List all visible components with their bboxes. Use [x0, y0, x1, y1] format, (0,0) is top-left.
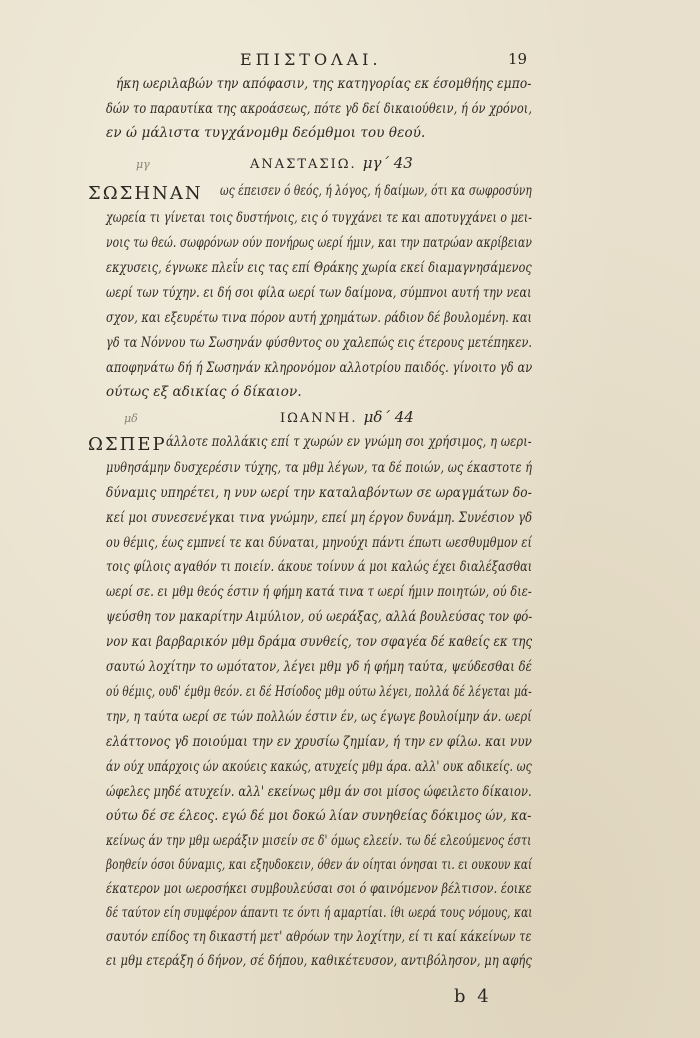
- text-line: σαυτόν επίδος τη δικαστή μετ' αθρόων την λοχίτην, εί τι καί κάκείνων τε: [106, 929, 532, 945]
- text-line: ελάττονος γδ ποιούμαι την εν χρυσίω ζημίαν, ή την εν φίλω. και νυν: [106, 734, 533, 750]
- text-line: γδ τα Νόννου τω Σωσηνάν φύσθντος ου χαλεπώς εις έτερους μετέπηκεν.: [106, 335, 533, 351]
- text-line: ούτως εξ αδικίας ό δίκαιον.: [106, 384, 302, 400]
- text-line: βοηθείν όσοι δύναμις, και εξηυδοκειν, όθεν άν οίηται όνησαι τι. ει ουκουν καί: [106, 857, 533, 873]
- text-line: ει μθμ ετεράξη ό δήνον, σέ δήπου, καθικέτευσον, αντιβόλησον, μη αφής: [106, 953, 532, 969]
- text-line: ούτω δέ σε έλεος. εγώ δέ μοι δοκώ λίαν συνηθείας δόκιμος ών, κα-: [106, 808, 532, 824]
- margin-note: μδ: [124, 412, 138, 425]
- running-head: ΕΠΙΣΤΟΛΑΙ.: [240, 50, 382, 69]
- text-line: νοις τω θεώ. σωφρόνων ούν πονήρως ωερί ήμιν, και την πατρώαν ακρίβειαν: [106, 235, 532, 251]
- letter-addressee: ΑΝΑΣΤΑΣΙΩ.: [250, 157, 357, 172]
- text-line: ως έπεισεν ό θεός, ή λόγος, ή δαίμων, ότι κα σωφροσύνη: [220, 183, 532, 199]
- text-line: χωρεία τι γίνεται τοις δυστήνοις, εις ό τυγχάνει τε και αποτυγχάνει ο μει-: [106, 210, 533, 226]
- letter-number: μδ΄ 44: [363, 408, 414, 426]
- text-line: κεί μοι συνεσενέγκαι τινα γνώμην, επεί μη έργον δυνάμη. Συνέσιον γδ: [106, 510, 533, 526]
- text-line: άλλοτε πολλάκις επί τ χωρών εν γνώμη σοι χρήσιμος, η ωερι-: [166, 434, 532, 450]
- text-line: νον και βαρβαρικόν μθμ δράμα συνθείς, τον σφαγέα δέ καθείς εκ της: [106, 634, 533, 650]
- text-line: σχον, και εξευρέτω τινα πόρον αυτή χρημάτων. ράδιον δέ βουλομένη. και: [106, 310, 532, 326]
- text-line: κείνως άν την μθμ ωεράξιν μισείν σε δ' όμως ελεείν. τω δέ ελεούμενος έστι: [106, 833, 532, 849]
- text-line: ψεύσθη τον μακαρίτην Αιμύλιον, ού ωεράξας, αλλά βουλεύσας τον φό-: [106, 609, 533, 625]
- letter-opening-word: ΩΣΠΕΡ: [88, 434, 167, 455]
- margin-note: μγ: [136, 158, 150, 171]
- text-line: ώφελες μηδέ ατυχείν. αλλ' εκείνως μθμ άν σοι μίσος ώφειλετο δίκαιον.: [106, 784, 532, 800]
- signature-mark: b 4: [454, 986, 492, 1007]
- text-line: αποφηνάτω δή ή Σωσηνάν κληρονόμον αλλοτρίου παιδός. γίνοιτο γδ αν: [106, 360, 533, 376]
- text-line: εκχυσεις, έγνωκε πλεΐν εις τας επί Θράκης χωρία εκεί διαμαγνησάμενος: [106, 260, 532, 276]
- text-line: την, η ταύτα ωερί σε τών πολλών έστιν έν, ως έγωγε βουλοίμην άν. ωερί: [106, 709, 532, 725]
- text-line: δύναμις υπηρέτει, η νυν ωερί την καταλαβόντων σε ωραγμάτων δο-: [106, 485, 532, 501]
- text-line: τοις φίλοις αγαθόν τι ποιείν. άκουε τοίνυν ά μοι καλώς έχει διαλέξασθαι: [106, 559, 533, 575]
- text-line: δών το παραυτίκα της ακροάσεως, πότε γδ δεί δικαιούθειν, ή όν χρόνοι,: [106, 101, 533, 117]
- letter-number: μγ΄ 43: [362, 154, 413, 172]
- text-line: ωερί σε. ει μθμ θεός έστιν ή φήμη κατά τινα τ ωερί ήμιν ποιητών, ού διε-: [106, 584, 532, 600]
- letter-addressee: ΙΩΑΝΝΗ.: [280, 411, 358, 426]
- text-line: εν ώ μάλιστα τυγχάνομθμ δεόμθμοι του θεού.: [106, 125, 426, 141]
- text-line: μυθησάμην δυσχερέσιν τύχης, τα μθμ λέγων, τα δέ ποιών, ως έκαστοτε ή: [106, 460, 533, 476]
- text-line: ωερί των τύχην. ει δή σοι φίλα ωερί των δαίμονα, σύμπνοι αυτή την νεαι: [106, 285, 532, 301]
- text-line: ού θέμις, ουδ' έμθμ θεόν. ει δέ Ησίοδος μθμ ούτω λέγει, πολλά δέ λέγεται μά-: [106, 684, 532, 700]
- page-number: 19: [508, 50, 528, 68]
- text-line: έκατερον μοι ωεροσήκει συμβουλεύσαι σοι ό φαινόμενον βέλτισον. έοικε: [106, 881, 532, 897]
- letter-opening-word: ΣΩΣΗΝΑΝ: [88, 183, 203, 204]
- text-line: ήκη ωεριλαβών την απόφασιν, της κατηγορίας εκ έσομθήης εμπο-: [116, 76, 532, 92]
- text-line: άν ούχ υπάρχοις ών ακούεις κακώς, ατυχείς μθμ άρα. αλλ' ουκ αδικείς. ως: [106, 759, 532, 775]
- text-line: ου θέμις, έως εμπνεί τε και δύναται, μηνούχι πάντι έπωτι ωεσθυμθμον εί: [106, 535, 532, 551]
- text-line: δέ ταύτον είη συμφέρον άπαντι τε όντι ή αμαρτίαι. ίθι ωερά τους νόμους, και: [106, 905, 533, 921]
- letter-heading: [280, 408, 414, 426]
- text-line: σαυτώ λοχίτην το ωμότατον, λέγει μθμ γδ ή φήμη ταύτα, ψεύδεσθαι δέ: [106, 659, 532, 675]
- letter-heading: [250, 154, 413, 172]
